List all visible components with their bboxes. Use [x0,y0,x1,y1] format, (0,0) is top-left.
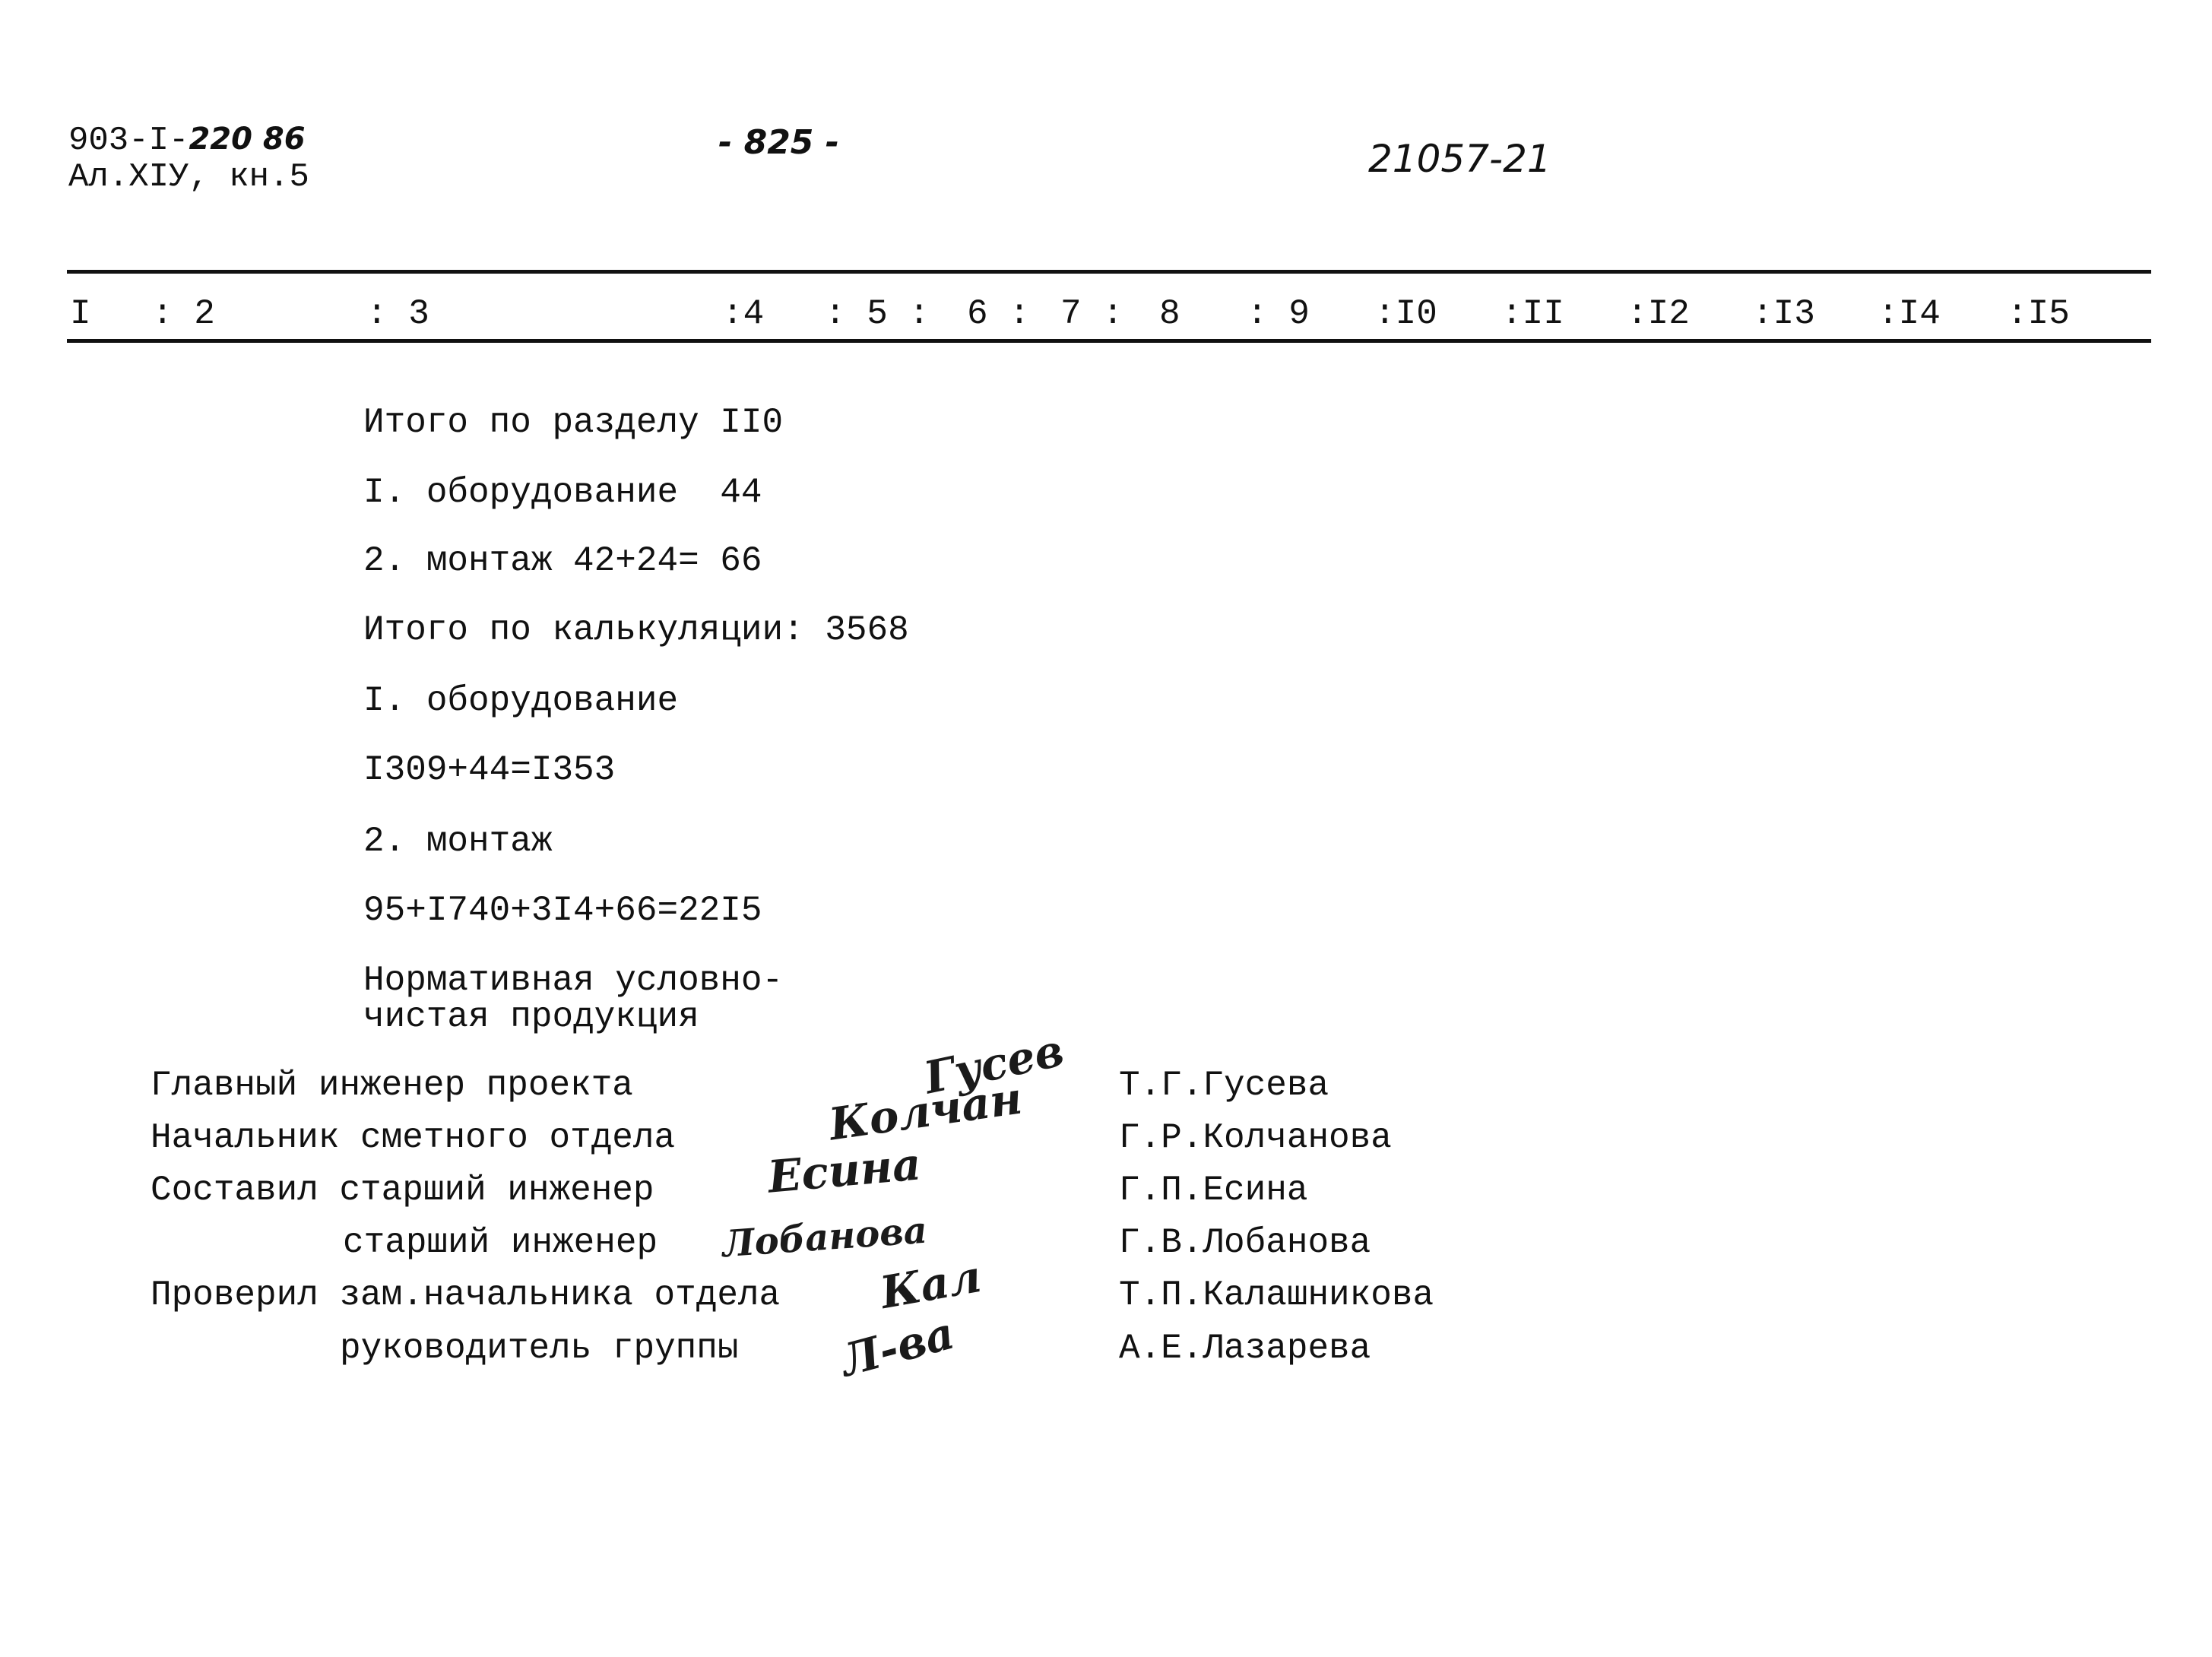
column-number: : 3 [366,294,429,334]
signer-role: Начальник сметного отдела [151,1118,676,1158]
equipment-line: I. оборудование 44 [363,473,762,512]
column-number: :I0 [1374,294,1437,334]
signature-mark: Лобанова [721,1209,929,1266]
column-number: 7 : [1060,294,1123,334]
column-number: I [70,294,91,334]
signer-name: Г.П.Есина [1119,1171,1308,1210]
signer-name: Т.Г.Гусева [1119,1066,1329,1105]
column-number: :I3 [1752,294,1815,334]
equipment-line: I. оборудование [363,681,679,721]
signer-role: старший инженер [343,1223,658,1263]
equipment-sum-line: I309+44=I353 [363,750,616,790]
section-total-line: Итого по разделу II0 [363,403,784,442]
signer-role: Проверил зам.начальника отдела [151,1275,781,1315]
column-number: : 5 : [825,294,930,334]
column-number: :I4 [1878,294,1941,334]
installation-sum-line: 95+I740+3I4+66=22I5 [363,891,762,930]
signer-name: Г.Р.Колчанова [1119,1118,1392,1158]
document-code-prefix: 903-I- [68,122,189,160]
signer-name: Т.П.Калашникова [1119,1275,1434,1315]
column-number: : 9 [1247,294,1310,334]
signer-name: А.Е.Лазарева [1119,1329,1371,1368]
net-production-line: Нормативная условно- [363,961,784,1000]
installation-line: 2. монтаж 42+24= 66 [363,541,762,581]
signer-role: Составил старший инженер [151,1171,654,1210]
column-number: : 2 [152,294,215,334]
calculation-total-line: Итого по калькуляции: 3568 [363,610,909,650]
column-number: :II [1501,294,1564,334]
installation-line: 2. монтаж [363,822,553,861]
column-number: :I5 [2007,294,2070,334]
page-number: - 825 - [718,123,840,162]
column-number: 6 : [967,294,1030,334]
signer-role: руководитель группы [340,1329,739,1368]
signer-role: Главный инженер проекта [151,1066,633,1105]
signer-name: Г.В.Лобанова [1119,1223,1371,1263]
top-rule [67,270,2151,274]
column-number: 8 [1159,294,1180,334]
signature-mark: Л-ва [835,1307,960,1387]
signature-mark: Колчан [826,1072,1025,1151]
net-production-line: чистая продукция [363,997,699,1037]
column-number: :I2 [1627,294,1690,334]
document-code-handwritten: 220 86 [189,122,306,157]
signature-mark: Кал [876,1250,985,1320]
signature-mark: Гусев [919,1024,1069,1104]
document-number: 21057-21 [1368,137,1551,181]
signature-mark: Есина [765,1138,924,1203]
document-code [68,120,306,160]
header-underline-rule [67,339,2151,343]
album-reference: Ал.XIУ, кн.5 [68,158,309,196]
column-number: :4 [722,294,765,334]
